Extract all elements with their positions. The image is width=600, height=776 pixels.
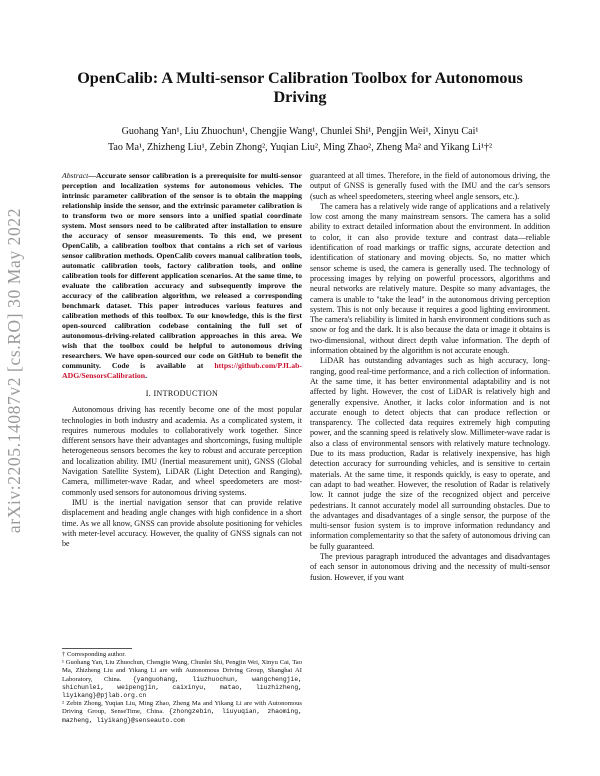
intro-paragraph-2: IMU is the inertial navigation sensor that can provide relative displacement and heading angle changes with high confidence in a short time. As we all know, GNSS can provide absolute positioning for vehicles with meter-level accuracy. However, the quality of GNSS signals can not be (62, 497, 302, 549)
footnote-2-emails: {zhongzebin, liuyuqian, zhaoming, mazheng, liyikang}@senseauto.com (62, 708, 302, 724)
code-link[interactable]: https://github.com/PJLab-ADG/SensorsCalibration (62, 361, 302, 380)
paper-title: OpenCalib: A Multi-sensor Calibration Toolbox for Autonomous Driving (77, 69, 523, 106)
right-column (310, 171, 550, 583)
right-paragraph-3: LiDAR has outstanding advantages such as high accuracy, long-ranging, good real-time performance, and a rich collection of information. At the same time, it has better environmental adaptability and is not affected by light. However, the cost of LiDAR is relatively high and generally expensive. Another, it lacks color information and is not accurate enough to detect objects that can produce reflection or transparency. The collected data requires extremely high computing power, and the scanning speed is relatively slow. Millimeter-wave radar is also a class of environmental sensors with relatively mature technology. Due to its mass production, Radar is relatively inexpensive, has high detection accuracy for surrounding vehicles, and is sensitive to certain materials. At the same time, it responds quickly, is easy to operate, and can adapt to bad weather. However, the resolution of Radar is relatively low. It cannot judge the size of the recognized object and perceive pedestrians. It cannot accurately model all surrounding obstacles. Due to the advantages and disadvantages of a single sensor, the purpose of the multi-sensor fusion system is to improve information redundancy and information complementarity so that the safety of autonomous driving can be fully guaranteed. (310, 356, 550, 551)
footnote-2 (62, 700, 302, 725)
right-paragraph-1: guaranteed at all times. Therefore, in the field of autonomous driving, the output of GNSS is generally fused with the IMU and the car's sensors (such as wheel speedometers, steering wheel angle sensors, etc.). (310, 171, 550, 201)
right-paragraph-2: The camera has a relatively wide range of applications and a relatively low cost among the many mainstream sensors. The camera has a solid ability to extract detailed information about the environment. In addition to color, it can also provide texture and contrast data—reliable identification of road markings or traffic signs, accurate detection and identification of stationary and moving objects. So, no matter which sensor scheme is used, the camera is generally used. The technology of processing images by relying on powerful processors, algorithms and neural networks are relatively mature. Despite so many advantages, the camera is unable to "take the lead" in the autonomous driving perception system. This is not only because it requires a good lighting environment. The camera's reliability is limited in harsh environment conditions such as snow or fog and the dark. It is also because the data or image it obtains is two-dimensional, without direct depth value information. The depth of information obtained by the algorithm is not accurate enough. (310, 201, 550, 356)
intro-paragraph-1: Autonomous driving has recently become one of the most popular technologies in both industry and academia. As a complicated system, it requires numerous modules to collaboratively work together. Since different sensors have their advantages and shortcomings, fusing multiple heterogeneous sensors becomes the key to robust and accurate perception and localization ability. IMU (Inertial measurement unit), GNSS (Global Navigation Satellite System), LiDAR (Light Detection and Ranging), Camera, millimeter-wave Radar, and wheel speedometers are most-commonly used sensors for autonomous driving systems. (62, 405, 302, 497)
abstract: Abstract—Accurate sensor calibration is a prerequisite for multi-sensor perception and localization systems for autonomous vehicles. The intrinsic parameter calibration of the sensor is to obtain the mapping relationship inside the sensor, and the extrinsic parameter calibration is to transform two or more sensors into a unified spatial coordinate system. Most sensors need to be calibrated after installation to ensure the accuracy of sensor measurements. To this end, we present OpenCalib, a calibration toolbox that contains a rich set of various sensor calibration methods. OpenCalib covers manual calibration tools, automatic calibration tools, factory calibration tools, and online calibration tools for different application scenarios. At the same time, to evaluate the calibration accuracy and subsequently improve the accuracy of the calibration algorithm, we released a corresponding benchmark dataset. This paper introduces various features and calibration methods of this toolbox. To our knowledge, this is the first open-sourced calibration codebase containing the full set of autonomous-driving-related calibration approaches in this area. We wish that the toolbox could be helpful to autonomous driving researchers. We have open-sourced our code on GitHub to benefit the community. Code is available at https://github.com/PJLab-ADG/SensorsCalibration. (62, 171, 302, 380)
left-column (62, 171, 302, 549)
footnote-1-emails: {yanguohang, liuzhuochun, wangchengjie, shichunlei, weipengjin, caixinyu, matao, liuzhizheng, liyikang}@pjlab.org.cn (62, 675, 302, 700)
right-paragraph-4: The previous paragraph introduced the advantages and disadvantages of each sensor in autonomous driving and the necessity of multi-sensor fusion. However, if you want (310, 551, 550, 582)
footnote-rule (62, 648, 132, 649)
authors-line-1: Guohang Yan¹, Liu Zhuochun¹, Chengjie Wang¹, Chunlei Shi¹, Pengjin Wei¹, Xinyu Cai¹ (121, 126, 479, 137)
abstract-text: —Accurate sensor calibration is a prerequisite for multi-sensor perception and localization systems for autonomous vehicles. The intrinsic parameter calibration of the sensor is to obtain the mapping relationship inside the sensor, and the extrinsic parameter calibration is to transform two or more sensors into a unified spatial coordinate system. Most sensors need to be calibrated after installation to ensure the accuracy of sensor measurements. To this end, we present OpenCalib, a calibration toolbox that contains a rich set of various sensor calibration methods. OpenCalib covers manual calibration tools, automatic calibration tools, factory calibration tools, and online calibration tools for different application scenarios. At the same time, to evaluate the calibration accuracy and subsequently improve the accuracy of the calibration algorithm, we released a corresponding benchmark dataset. This paper introduces various features and calibration methods of this toolbox. To our knowledge, this is the first open-sourced calibration codebase containing the full set of autonomous-driving-related calibration approaches in this area. We wish that the toolbox could be helpful to autonomous driving researchers. We have open-sourced our code on GitHub to benefit the community. Code is available at (62, 171, 302, 370)
abstract-label: Abstract (62, 171, 89, 180)
authors-line-2: Tao Ma¹, Zhizheng Liu¹, Zebin Zhong², Yuqian Liu², Ming Zhao², Zheng Ma² and Yikang Li¹†² (107, 141, 493, 153)
footnotes (62, 648, 302, 725)
arxiv-stamp-text: arXiv:2205.14087v2 [cs.RO] 30 May 2022 (4, 207, 25, 533)
author-list (60, 124, 540, 155)
arxiv-stamp (4, 150, 26, 590)
footnote-1-text: ¹ Guohang Yan, Liu Zhuochun, Chengjie Wang, Chunlei Shi, Pengjin Wei, Xinyu Cai, Tao Ma, Zhizheng Liu and Yikang Li are with Autonomous Driving Group, Shanghai AI Laboratory, China. (62, 659, 302, 683)
footnote-corresponding: † Corresponding author. (62, 651, 126, 658)
section-heading: I. INTRODUCTION (145, 389, 219, 398)
footnote-1 (62, 659, 302, 700)
footnote-2-text: ² Zebin Zhong, Yuqian Liu, Ming Zhao, Zheng Ma and Yikang Li are with Autonomous Driving Group, SenseTime, China. (62, 700, 302, 716)
